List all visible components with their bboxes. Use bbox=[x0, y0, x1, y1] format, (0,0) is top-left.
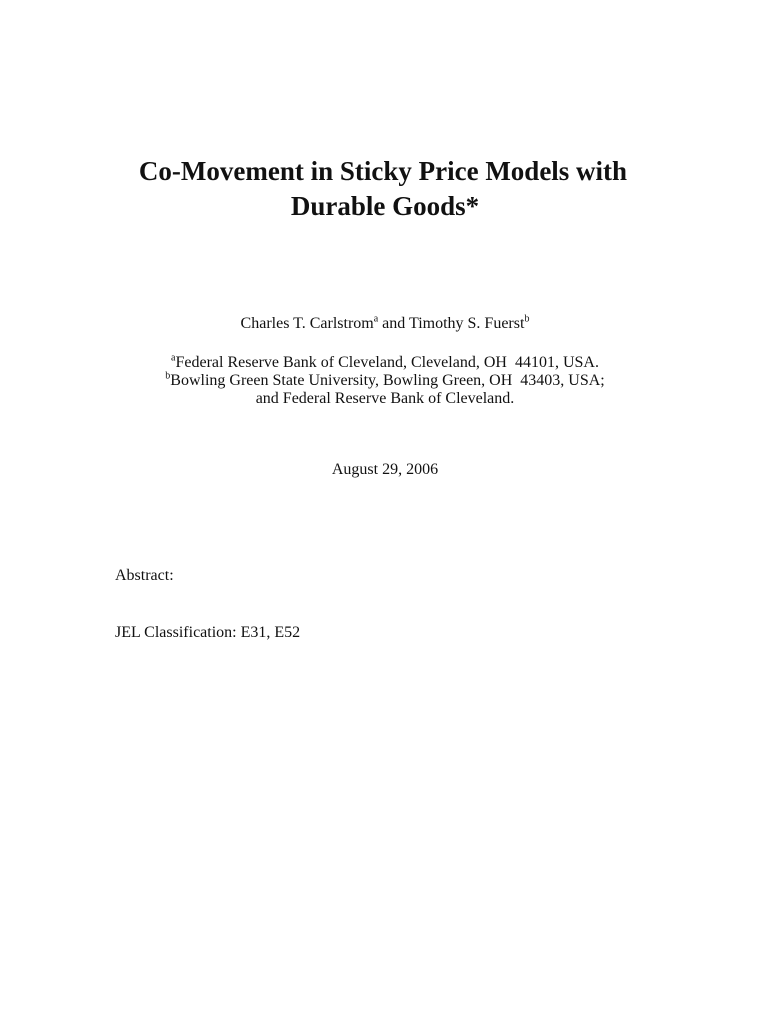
affiliation-a-text: Federal Reserve Bank of Cleveland, Cleveland, OH 44101, USA. bbox=[175, 354, 599, 371]
jel-classification: JEL Classification: E31, E52 bbox=[115, 624, 301, 641]
author-2-affiliation-mark: b bbox=[524, 313, 530, 325]
paper-title-line-1: Co-Movement in Sticky Price Models with bbox=[138, 156, 628, 186]
affiliation-a bbox=[0, 353, 770, 373]
author-1-affiliation-mark: a bbox=[373, 313, 379, 325]
affiliation-b-continuation: and Federal Reserve Bank of Cleveland. bbox=[255, 390, 515, 407]
paper-title-line-2: Durable Goods* bbox=[290, 191, 480, 221]
affiliation-a-mark: a bbox=[171, 352, 176, 364]
abstract-label: Abstract: bbox=[115, 567, 174, 584]
author-1-name: Charles T. Carlstrom bbox=[240, 315, 374, 332]
affiliation-b-mark: b bbox=[165, 370, 171, 382]
affiliation-b bbox=[0, 371, 770, 391]
author-connector: and bbox=[378, 315, 409, 332]
author-line bbox=[0, 314, 770, 334]
author-2-name: Timothy S. Fuerst bbox=[408, 315, 525, 332]
affiliation-b-text: Bowling Green State University, Bowling Green, OH 43403, USA; bbox=[170, 372, 605, 389]
paper-date: August 29, 2006 bbox=[331, 461, 439, 478]
